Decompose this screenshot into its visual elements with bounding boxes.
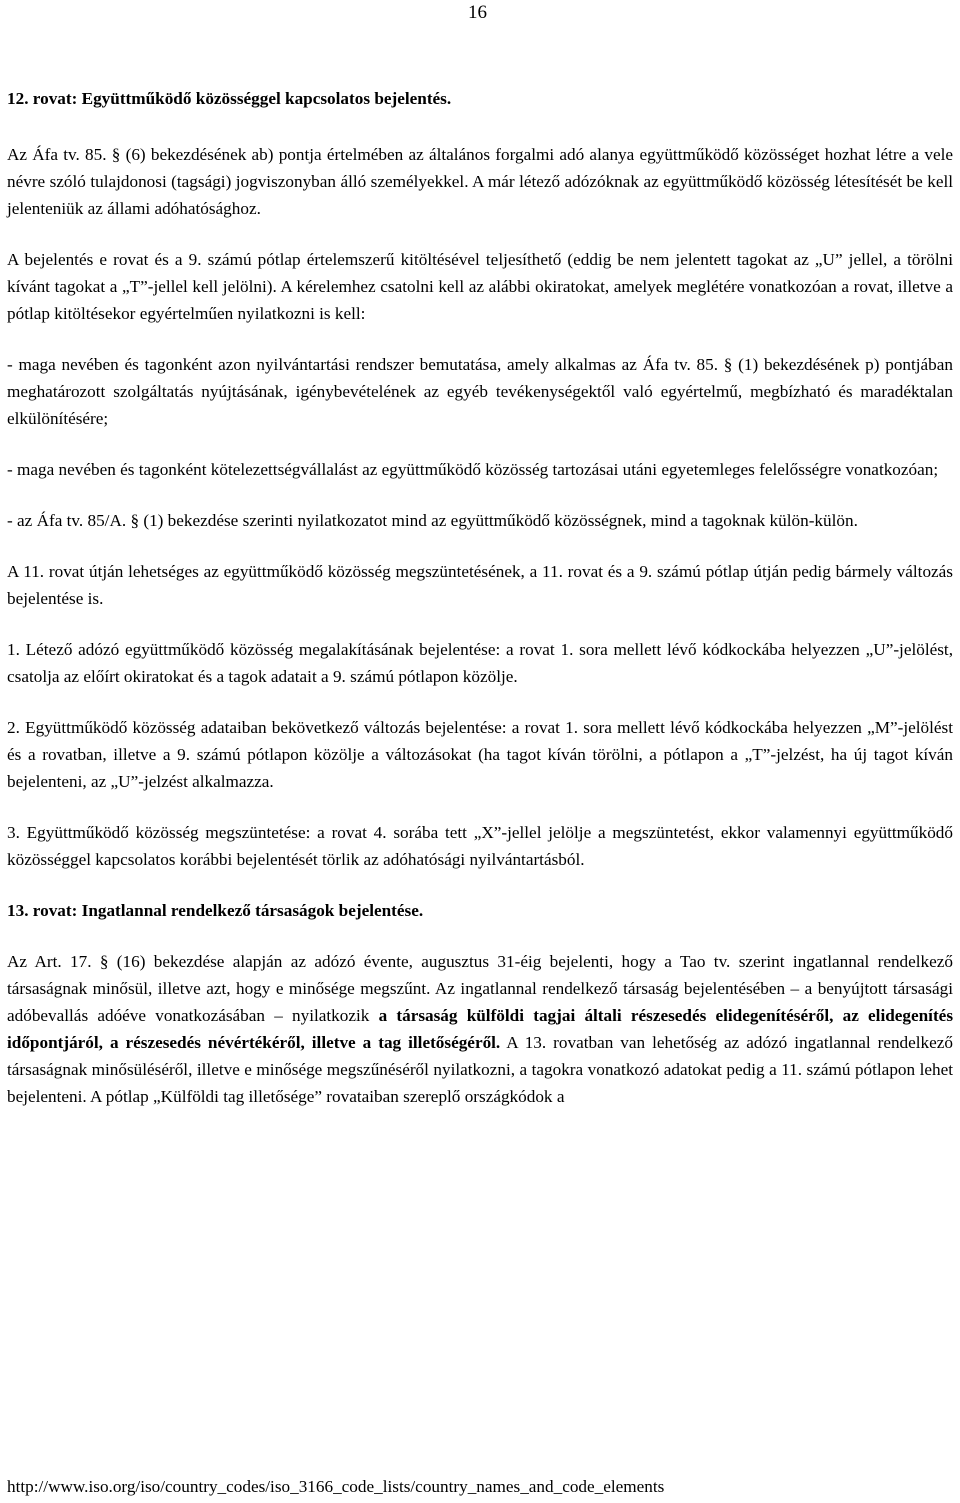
section-13-heading: 13. rovat: Ingatlannal rendelkező társaságok bejelentése. [7, 901, 424, 920]
section-12-paragraph-7: 1. Létező adózó együttműködő közösség megalakításának bejelentése: a rovat 1. sora mellett lévő kódkockába helyezzen „U”-jelölést, csatolja az előírt okiratokat és a tagok adatait a 9. számú pótlapon közölje. [7, 640, 953, 686]
section-12-paragraph-9: 3. Együttműködő közösség megszüntetése: a rovat 4. sorába tett „X”-jellel jelölje a megszüntetést, ekkor valamennyi együttműködő közösséggel kapcsolatos korábbi bejelentését törlik az adóhatósági nyilvántartásból. [7, 823, 953, 869]
section-12-paragraph-1: Az Áfa tv. 85. § (6) bekezdésének ab) pontja értelmében az általános forgalmi adó alanya együttműködő közösséget hozhat létre a vele névre szóló tulajdonosi (tagsági) jogviszonyban álló személyekkel. A már létező adózóknak az együttműködő közösség létesítését be kell jelenteniük az állami adóhatósághoz. [7, 145, 953, 218]
section-12-paragraph-4: - maga nevében és tagonként kötelezettségvállalást az együttműködő közösség tartozásai utáni egyetemleges felelősségre vonatkozóan; [7, 460, 939, 479]
section-13-text-a: Az Art. 17. § (16) bekezdése alapján az adózó évente, augusztus 31-éig bejelenti, hogy a Tao tv. szerint ingatlannal rendelkező társaságnak minősül, illetve azt, hogy e minősége megszűnt. Az ingatlannal rendelkező társaság bejelentésében – a benyújtott társasági adóbevallás adóéve vonatkozásában – nyilatkozik [7, 952, 953, 1025]
section-12-paragraph-2: A bejelentés e rovat és a 9. számú pótlap értelemszerű kitöltésével teljesíthető (eddig be nem jelentett tagokat az „U” jellel, a törölni kívánt tagokat a „T”-jellel kell jelölni). A kérelemhez csatolni kell az alábbi okiratokat, amelyek meglétére vonatkozóan a rovat, illetve a pótlap kitöltésekor egyértelműen nyilatkozni is kell: [7, 250, 953, 323]
section-12-paragraph-5: - az Áfa tv. 85/A. § (1) bekezdése szerinti nyilatkozatot mind az együttműködő közösségnek, mind a tagoknak külön-külön. [7, 511, 858, 530]
section-12-paragraph-8: 2. Együttműködő közösség adataiban bekövetkező változás bejelentése: a rovat 1. sora mellett lévő kódkockába helyezzen „M”-jelölést és a rovatban, illetve a 9. számú pótlapon közölje a változásokat (ha tagot kíván törölni, a pótlapon a „T”-jelzést, ha új tagot kíván bejelenteni, az „U”-jelzést alkalmazza. [7, 718, 953, 791]
section-13-paragraph-1 [7, 948, 953, 1110]
section-12-paragraph-6: A 11. rovat útján lehetséges az együttműködő közösség megszüntetésének, a 11. rovat és a 9. számú pótlap útján pedig bármely változás bejelentése is. [7, 562, 953, 608]
footnote-url: http://www.iso.org/iso/country_codes/iso_3166_code_lists/country_names_and_code_elements [7, 1477, 665, 1496]
page-number: 16 [468, 2, 487, 23]
section-13-text-b: A 13. rovatban van lehetőség az adózó ingatlannal rendelkező társaságnak minősüléséről, illetve e minősége megszűnéséről nyilatkozni, a tagokra vonatkozó adatokat pedig a 11. számú pótlapon lehet bejelenteni. A pótlap „Külföldi tag illetősége” rovataiban szereplő országkódok a [7, 1033, 953, 1106]
section-12-paragraph-3: - maga nevében és tagonként azon nyilvántartási rendszer bemutatása, amely alkalmas az Áfa tv. 85. § (1) bekezdésének p) pontjában meghatározott szolgáltatás nyújtásának, igénybevételének az egyéb tevékenységektől való egyértelmű, megbízható és maradéktalan elkülönítésére; [7, 355, 953, 428]
section-12-heading: 12. rovat: Együttműködő közösséggel kapcsolatos bejelentés. [7, 89, 452, 108]
section-13-bold-text: a társaság külföldi tagjai általi részesedés elidegenítéséről, az elidegenítés időpontjáról, a részesedés névértékéről, illetve a tag illetőségéről. [7, 1006, 954, 1052]
document-body [7, 85, 953, 1110]
